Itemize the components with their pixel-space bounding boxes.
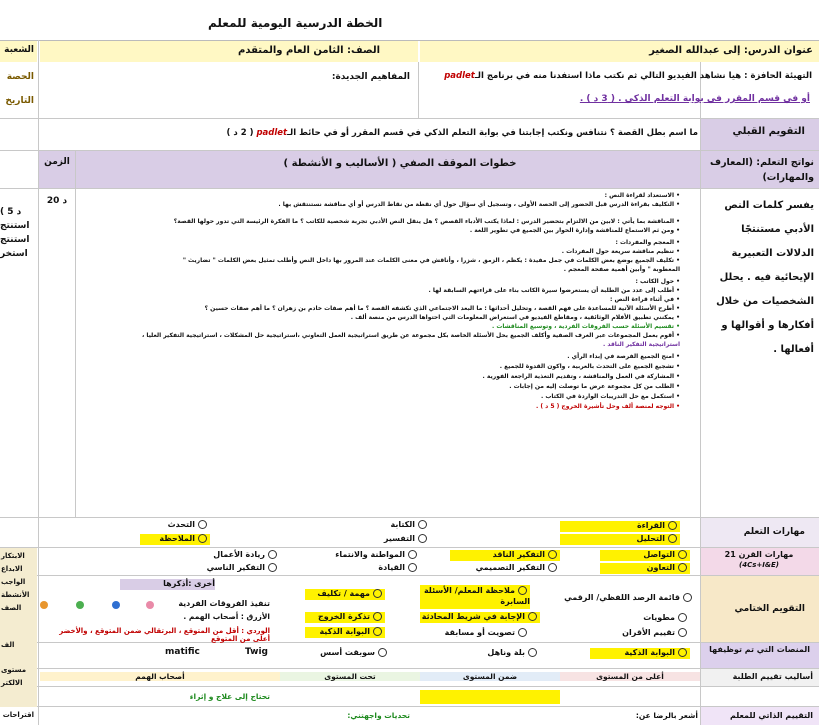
skill-interpretation: التفسير: [330, 534, 430, 543]
c21-collaboration: التعاون: [600, 563, 690, 574]
fa-teacher-observation: ملاحظة المعلم/ الأسئلة السابرة: [420, 585, 530, 609]
c21-entrepreneurship: ريادة الأعمال: [180, 550, 280, 559]
diff-hint: الأزرق : أصحاب الهمم .: [183, 612, 270, 621]
outcomes-text: يفسر كلمات النص الأدبي مستنتجًا الدلالات التعبيرية الإيحائية فيه . يحلل الشخصيات من خلال أفكارها و أقوالها و أفعالها .: [716, 200, 814, 355]
note-treatment: تحتاج إلى علاج و إثراء: [189, 692, 270, 701]
fa-folds: مطويات: [600, 613, 690, 622]
grade: الصف: الثامن العام والمتقدم: [238, 45, 380, 56]
c21-critical-thinking: التفكير الناقد: [450, 550, 560, 561]
diff-dot-orange: [40, 601, 48, 609]
steps-list: • الاستعداد لقراءة النص : • التكليف بقراءة الدرس قبل الحضور إلى الحصة الأولى ، وتسجيل أي سؤال حول أي نقطة من نقاط الدرس أو أي مناقشة نستنتقش بها . • المناقشة بما يأتي : لابين من الالتزام بتحضير الدرس : لماذا يكتب الأدباء القصص ؟ هل ينقل النص الأدبي تجربة شخصية للكاتب ؟ ما الفكرة الرئيسة التي تدور حولها القصة؟ • ومن ثم الاستماع للمناقشة وإدارة الحوار بين الجميع في تطوير اللغة . • المعجم والمفردات : • تنظيم مناقشة سريعة حول المفردات . • تكليف الجميع بوضع بعض الكلمات في جمل مفيدة : يكظم ، الزمق ، شزرا ، وأناقش في معنى الكلمات عند المرور بها داخل النص وأطلب تمثيل بعض الكلمات " تضاريث " المعطوبة " وأبين أهمية صفحة المعجم . • حول الكاتب : • أطلب إلى عدد من الطلبة أن يستعرضوا سيرة الكاتب بناء على قراءتهم السابقة لها . • في أثناء قراءة النص : • أطرح الأسئلة الآتية للمساعدة على فهم القصة ، وتحليل أحداثها : ما البعد الاجتماعي الذي تكشفه القصة ؟ ما أهم صفات خادم بن زهران ؟ ما أهم صفات حسين ؟ • يمكنني تطبيق الأفلام الوثائقية ، ومقاطع الفيديو في استعراض المعلومات التي احتواها الدرس من منصة ألف . • تقسيم الأسئلة حسب الفروقات الفردية ، وتوسيع المناقشات . • أقوم بعمل المجموعات عبر الغرف الصفية وأكلف الجميع بحل الأسئلة الخاصة بكل مجموعة عن طريق استراتيجية العمل التعاوني ،استراتيجية حل المشكلات ، استراتيجية التفكير العليا ، استراتيجية التفكير الناقد . • امنح الجميع الفرصة في إبداء الرأي . • تشجيع الجميع على التحدث بالعربية ، واكون القدوة للجميع . • المشاركة في العمل والمناقشة ، وتقديم التغذية الراجعة الفورية . • الطلب من كل مجموعة عرض ما توصلت إليه من إجابات . • استكمل مع حل التدريبات الواردة في الكتاب . • التوجه لمنصة ألف وحل تأشيرة الخروج ( 5 د ) .: [141, 192, 680, 410]
lesson-title: عنوان الدرس: إلى عبدالله الصغير: [649, 45, 813, 56]
platform-nahl: بلة وناهل: [440, 648, 540, 657]
level-below: تحت المستوى: [280, 672, 420, 681]
c21-systems-thinking: التفكير الناسي: [180, 563, 280, 572]
c21-communication: التواصل: [600, 550, 690, 561]
diff-dot-blue: [112, 601, 120, 609]
new-concepts: المفاهيم الجديدة:: [331, 72, 410, 82]
page-title: الخطة الدرسية اليومية للمعلم: [208, 16, 383, 30]
challenges: تحديات واجهتني:: [347, 711, 410, 720]
fa-other: أخرى :أذكرها: [120, 579, 215, 590]
evaluation-label: أساليب تقييم الطلبة: [732, 672, 813, 681]
skill-writing: الكتابة: [330, 520, 430, 529]
c21-leadership: القيادة: [310, 563, 420, 572]
fa-checklist: قائمة الرصد اللفظي/ الرقمي: [560, 593, 695, 602]
fa-chat-answer: الإجابة في شريط المحادثة: [420, 612, 540, 623]
level-within: ضمن المستوى: [420, 672, 560, 681]
satisfaction: أشعر بالرضا عن:: [635, 711, 698, 720]
suggestions: اقتراحات: [2, 711, 34, 719]
level-above: أعلى من المستوى: [560, 672, 700, 681]
c21-label: مهارات القرن 21 (4Cs+I&E): [724, 550, 794, 569]
pre-assessment-label: التقويم القبلي: [732, 126, 805, 137]
skills-label: مهارات التعلم: [743, 527, 805, 537]
skill-observation: الملاحظة: [140, 534, 210, 545]
date-label: التاريخ: [5, 96, 34, 106]
fa-vote: تصويت أو مسابقة: [420, 628, 530, 637]
fa-exit-ticket: تذكرة الخروج: [305, 612, 385, 623]
fa-peer-assessment: تقييم الأقران: [600, 628, 690, 637]
diff-dot-green: [76, 601, 84, 609]
side-text: ( 5 د استنتج استنتج استخر: [0, 207, 30, 259]
c21-citizenship: المواطنة والانتماء: [290, 550, 420, 559]
motivation: التهيئة الحافزة : هيا نشاهد الفيديو التالي ثم نكتب ماذا استفدنا منه في برنامج الـpadlet: [444, 71, 812, 81]
period-label: الحصة: [6, 72, 34, 82]
skill-speaking: التحدث: [110, 520, 210, 529]
steps-header: خطوات الموقف الصفي ( الأساليب و الأنشطة ): [283, 158, 517, 169]
motivation-line2: أو في قسم المقرر في بوابة التعلم الذكي . ( 3 د ) .: [579, 94, 810, 104]
skill-analysis: التحليل: [560, 534, 680, 545]
platform-twig: Twig: [245, 647, 268, 657]
diff-colors: الوردي : أقل من المتوقع ، البرتقالي ضمن المتوقع ، والأخضر أعلى من المتوقع: [59, 627, 270, 643]
level-special: أصحاب الهمم: [40, 672, 280, 681]
self-eval-label: التقييم الذاتي للمعلم: [729, 711, 813, 720]
platform-sowfet: سوبقت أسس: [300, 648, 390, 657]
platform-smart-portal: البوابة الذكية: [590, 648, 690, 659]
fa-smart-portal: البوابة الذكية: [305, 627, 385, 638]
division-label: الشعبة: [4, 45, 34, 55]
final-assessment-label: التقويم الختامي: [734, 604, 805, 614]
c21-design-thinking: التفكير التصميمي: [440, 563, 560, 572]
time-header: الزمن: [44, 157, 70, 167]
platforms-label: المنصات التي تم توظيفها: [709, 645, 810, 654]
left-edge-labels: الابتكار الابداع الواجب الأنشطة الصف الف مستوى الالكتر: [1, 552, 30, 687]
fa-task: مهمة / تكليف: [305, 589, 385, 600]
outcomes-header: نواتج التعلم: (المعارف والمهارات): [710, 157, 814, 183]
diff-label: تنفيذ الفروقات الفردية: [178, 599, 270, 608]
time-value: 20 د: [46, 196, 68, 206]
skill-reading: القراءة: [560, 521, 680, 532]
pre-assessment-text: ما اسم بطل القصة ؟ نتنافس ونكتب إجابتنا في بوابة التعلم الذكي في قسم المقرر أو في حائط الـpadlet ( 2 د ): [226, 128, 698, 138]
platform-matific: matific: [165, 647, 200, 657]
